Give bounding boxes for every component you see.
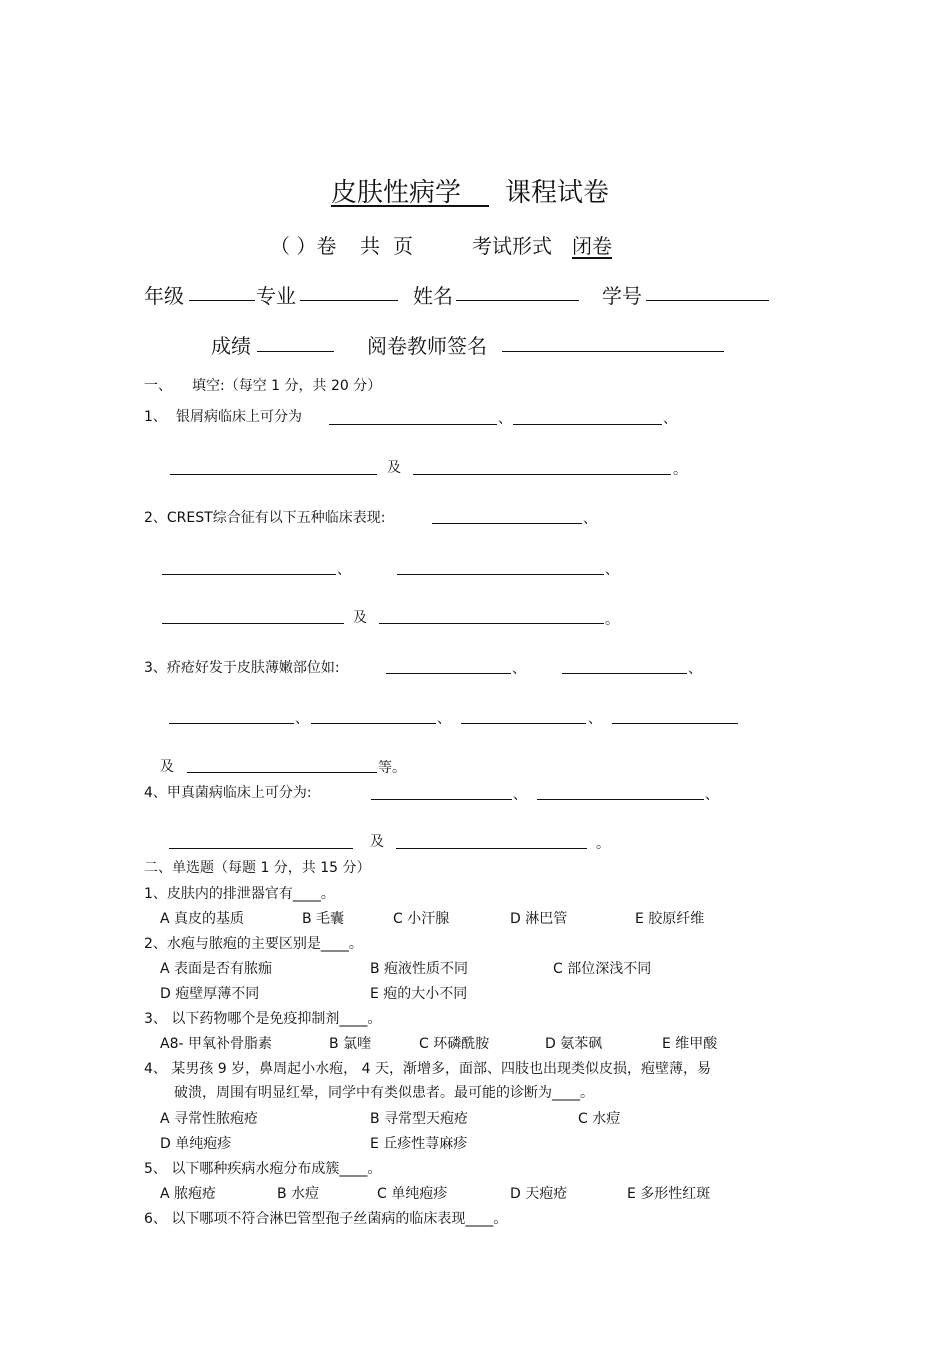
fill-q3-blank-7[interactable] xyxy=(187,772,377,773)
paper-volume: （ ）卷 xyxy=(270,234,337,258)
student-id-field[interactable] xyxy=(646,300,769,301)
fill-q4-stem: 4、甲真菌病临床上可分为: xyxy=(144,785,312,801)
student-id-label: 学号 xyxy=(602,284,642,308)
mc-q4-option-a[interactable]: A 寻常性脓疱疮 xyxy=(160,1111,259,1127)
section2-heading: 二、单选题（每题 1 分，共 15 分） xyxy=(144,860,371,876)
mc-q5-option-d[interactable]: D 天疱疮 xyxy=(510,1186,568,1202)
name-label: 姓名 xyxy=(413,284,453,308)
mc-q3-option-d[interactable]: D 氨苯砜 xyxy=(545,1036,603,1052)
separator: 、 xyxy=(337,562,351,578)
separator: 、 xyxy=(512,661,526,677)
grader-label: 阅卷教师签名 xyxy=(367,334,487,358)
mc-q4-stem-line2: 破溃，周围有明显红晕，同学中有类似患者。最可能的诊断为____。 xyxy=(174,1085,594,1101)
mc-q5-option-a[interactable]: A 脓疱疮 xyxy=(160,1186,217,1202)
section1-number: 一、 xyxy=(144,378,172,394)
fill-q1-blank-1[interactable] xyxy=(329,424,497,425)
fill-q2-stem: 2、CREST综合征有以下五种临床表现: xyxy=(144,510,386,526)
fill-q2-blank-5[interactable] xyxy=(379,623,604,624)
mc-q2-option-e[interactable]: E 疱的大小不同 xyxy=(370,986,468,1002)
mc-q6-stem: 6、 以下哪项不符合淋巴管型孢子丝菌病的临床表现____。 xyxy=(144,1211,508,1227)
fill-q4-blank-1[interactable] xyxy=(371,799,512,800)
score-label: 成绩 xyxy=(211,334,251,358)
paper-gong: 共 xyxy=(360,234,380,258)
fill-q1-number: 1、 xyxy=(144,409,167,425)
period: 。 xyxy=(596,836,610,852)
mc-q3-option-b[interactable]: B 氯喹 xyxy=(329,1036,372,1052)
mc-q2-option-d[interactable]: D 疱壁厚薄不同 xyxy=(160,986,260,1002)
fill-q3-blank-1[interactable] xyxy=(386,673,511,674)
mc-q2-option-b[interactable]: B 疱液性质不同 xyxy=(370,961,469,977)
separator: 、 xyxy=(498,411,512,427)
mc-q2-option-c[interactable]: C 部位深浅不同 xyxy=(553,961,652,977)
mc-q4-option-e[interactable]: E 丘疹性荨麻疹 xyxy=(370,1136,468,1152)
grader-signature-field[interactable] xyxy=(502,351,724,352)
separator: 、 xyxy=(513,787,527,803)
name-field[interactable] xyxy=(456,300,579,301)
fill-q2-blank-3[interactable] xyxy=(397,574,604,575)
mc-q3-stem: 3、 以下药物哪个是免疫抑制剂____。 xyxy=(144,1011,382,1027)
separator: 、 xyxy=(295,711,309,727)
fill-q3-blank-4[interactable] xyxy=(311,723,436,724)
fill-q4-blank-4[interactable] xyxy=(396,848,587,849)
fill-q1-stem: 银屑病临床上可分为 xyxy=(176,409,302,425)
mc-q5-option-c[interactable]: C 单纯疱疹 xyxy=(377,1186,448,1202)
and-label: 及 xyxy=(387,460,401,476)
separator: 、 xyxy=(705,787,719,803)
fill-q3-blank-5[interactable] xyxy=(461,723,586,724)
major-field[interactable] xyxy=(300,300,398,301)
mc-q4-option-b[interactable]: B 寻常型天疱疮 xyxy=(370,1111,469,1127)
mc-q1-stem: 1、皮肤内的排泄器官有____。 xyxy=(144,886,335,902)
fill-q1-blank-3[interactable] xyxy=(170,474,377,475)
separator: 、 xyxy=(588,711,602,727)
mc-q5-option-e[interactable]: E 多形性红斑 xyxy=(627,1186,711,1202)
etc-label: 等。 xyxy=(378,760,406,776)
period: 。 xyxy=(605,612,619,628)
exam-form-value: 闭卷 xyxy=(572,234,612,258)
mc-q5-stem: 5、 以下哪种疾病水疱分布成簇____。 xyxy=(144,1161,382,1177)
mc-q3-option-e[interactable]: E 维甲酸 xyxy=(662,1036,718,1052)
mc-q3-option-c[interactable]: C 环磷酰胺 xyxy=(419,1036,490,1052)
fill-q4-blank-3[interactable] xyxy=(169,848,353,849)
mc-q1-option-d[interactable]: D 淋巴管 xyxy=(510,911,568,927)
fill-q4-blank-2[interactable] xyxy=(537,799,704,800)
fill-q3-blank-2[interactable] xyxy=(562,673,687,674)
separator: 、 xyxy=(688,661,702,677)
fill-q3-blank-3[interactable] xyxy=(169,723,294,724)
grade-field[interactable] xyxy=(189,300,255,301)
fill-q3-stem: 3、疥疮好发于皮肤薄嫩部位如: xyxy=(144,660,340,676)
mc-q5-option-b[interactable]: B 水痘 xyxy=(277,1186,320,1202)
period: 。 xyxy=(673,462,687,478)
separator: 、 xyxy=(663,411,677,427)
exam-form-label: 考试形式 xyxy=(472,234,552,258)
fill-q3-blank-6[interactable] xyxy=(612,723,738,724)
section1-heading: 填空:（每空 1 分，共 20 分） xyxy=(192,378,382,394)
mc-q2-option-a[interactable]: A 表面是否有脓痂 xyxy=(160,961,273,977)
mc-q4-option-d[interactable]: D 单纯疱疹 xyxy=(160,1136,232,1152)
separator: 、 xyxy=(583,511,597,527)
mc-q2-stem: 2、水疱与脓疱的主要区别是____。 xyxy=(144,936,363,952)
separator: 、 xyxy=(437,711,451,727)
fill-q1-blank-4[interactable] xyxy=(413,474,671,475)
fill-q1-blank-2[interactable] xyxy=(513,424,662,425)
fill-q2-blank-4[interactable] xyxy=(162,623,344,624)
and-label: 及 xyxy=(353,610,367,626)
and-label: 及 xyxy=(160,759,174,775)
mc-q4-option-c[interactable]: C 水痘 xyxy=(578,1111,621,1127)
mc-q1-option-b[interactable]: B 毛囊 xyxy=(302,911,345,927)
paper-ye: 页 xyxy=(393,234,413,258)
fill-q2-blank-2[interactable] xyxy=(162,574,336,575)
mc-q1-option-e[interactable]: E 胶原纤维 xyxy=(635,911,705,927)
mc-q1-option-c[interactable]: C 小汗腺 xyxy=(393,911,450,927)
course-name: 皮肤性病学 xyxy=(331,178,462,208)
mc-q1-option-a[interactable]: A 真皮的基质 xyxy=(160,911,245,927)
mc-q3-option-a[interactable]: A8- 甲氧补骨脂素 xyxy=(160,1036,272,1052)
separator: 、 xyxy=(605,562,619,578)
grade-label: 年级 xyxy=(144,284,184,308)
fill-q2-blank-1[interactable] xyxy=(432,523,582,524)
score-field[interactable] xyxy=(257,351,334,352)
course-name-underline xyxy=(331,205,489,207)
major-label: 专业 xyxy=(256,284,296,308)
and-label: 及 xyxy=(370,834,384,850)
mc-q4-stem-line1: 4、 某男孩 9 岁，鼻周起小水疱， 4 天，渐增多，面部、四肢也出现类似皮损，疱壁薄，易 xyxy=(144,1061,711,1077)
page-title: 课程试卷 xyxy=(505,178,610,208)
